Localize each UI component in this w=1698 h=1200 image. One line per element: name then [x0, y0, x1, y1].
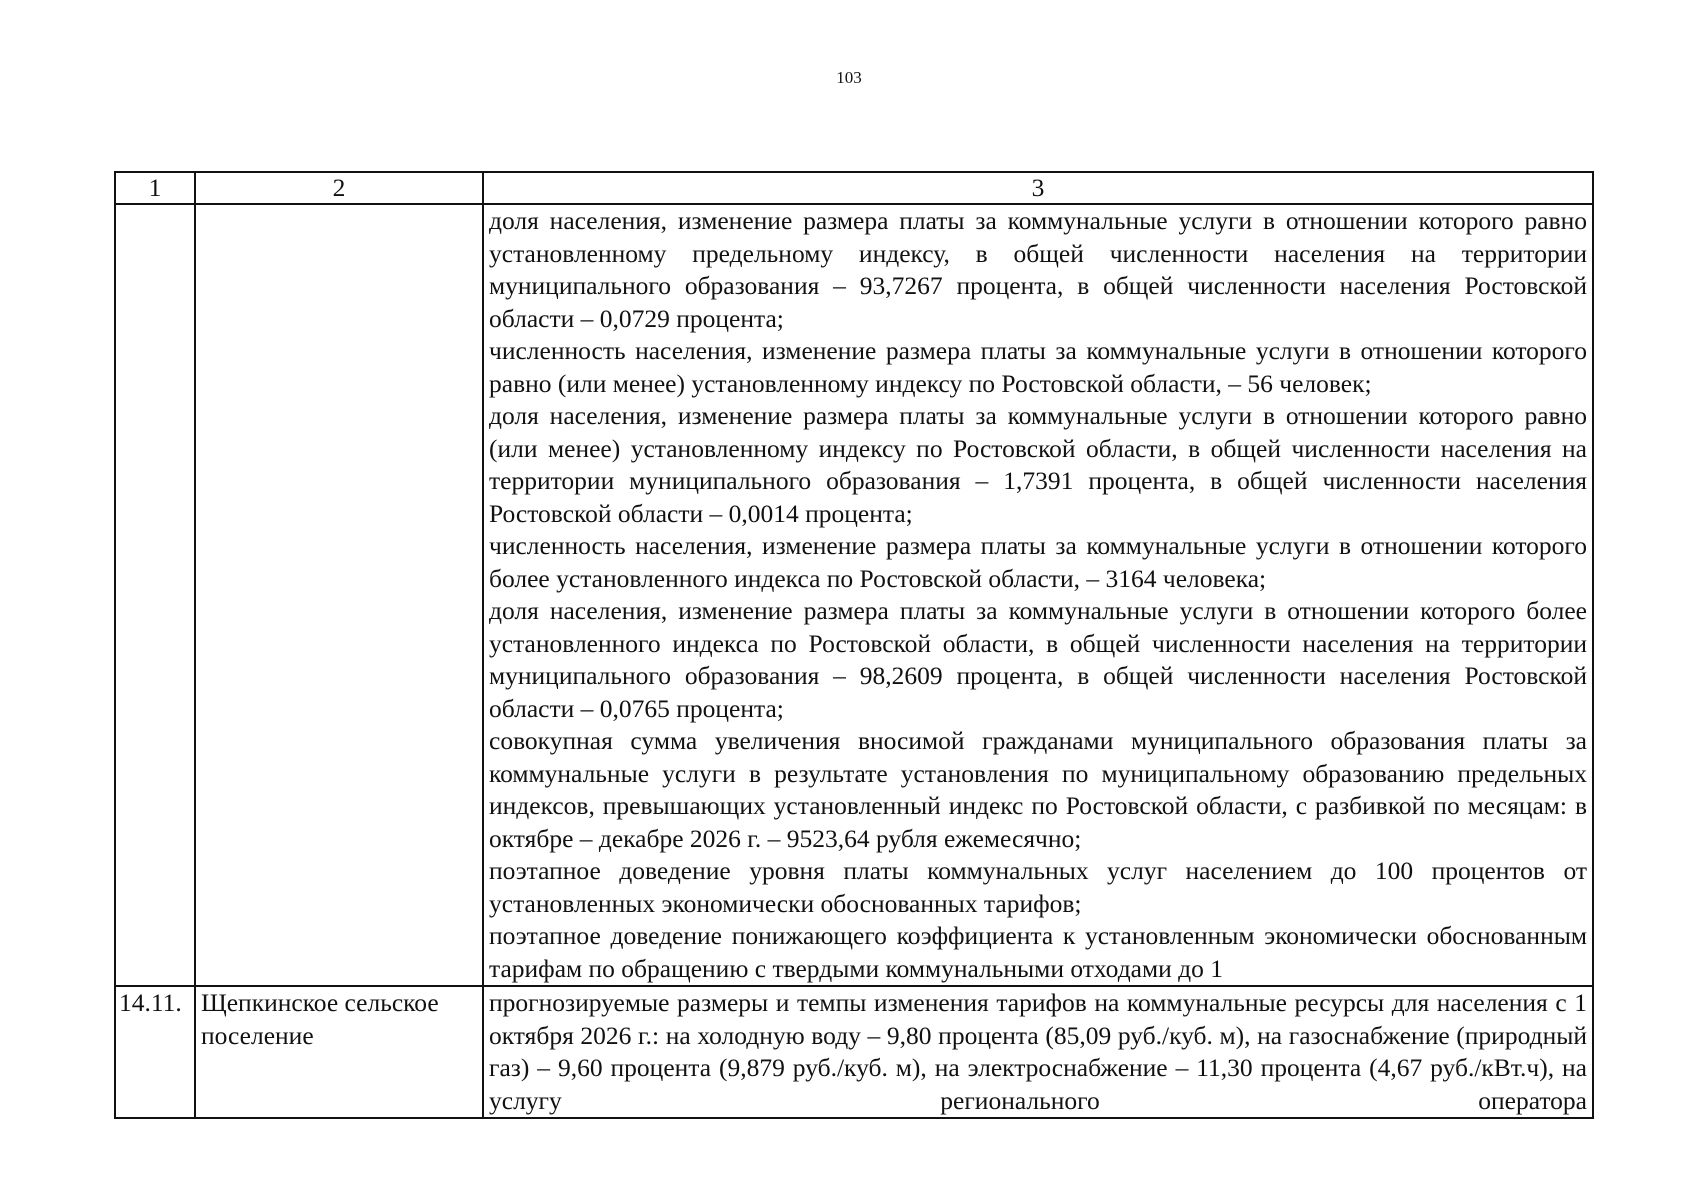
settlement-name-cell: Щепкинское сельское поселение: [195, 986, 483, 1118]
paragraph: доля населения, изменение размера платы за коммунальные услуги в отношении которого более установленного индекса по Ростовской области, в общей численности населения на территории муниципального образования – 98,2609 процента, в общей численности населения Ростовской области – 0,0765 процента;: [489, 596, 1587, 723]
table-row: [115, 204, 1593, 986]
paragraph: поэтапное доведение уровня платы коммунальных услуг населением до 100 процентов от установленных экономически обоснованных тарифов;: [489, 856, 1587, 918]
paragraph: численность населения, изменение размера платы за коммунальные услуги в отношении которого более установленного индекса по Ростовской области, – 3164 человека;: [489, 531, 1587, 593]
indicator-text-cell: [483, 986, 1593, 1118]
row-number-cell: 14.11.: [115, 986, 195, 1118]
paragraph: поэтапное доведение понижающего коэффициента к установленным экономически обоснованным тарифам по обращению с твердыми коммунальными отходами до 1: [489, 921, 1587, 983]
indicator-text-cell: [483, 204, 1593, 986]
settlement-name-cell: [195, 204, 483, 986]
table-row: [115, 986, 1593, 1118]
paragraph: доля населения, изменение размера платы за коммунальные услуги в отношении которого равно установленному предельному индексу, в общей численности населения на территории муниципального образования – 93,7267 процента, в общей численности населения Ростовской области – 0,0729 процента;: [489, 206, 1587, 333]
header-cell-3: 3: [483, 172, 1593, 204]
table-header: [115, 172, 1593, 204]
header-cell-1: 1: [115, 172, 195, 204]
paragraph: доля населения, изменение размера платы за коммунальные услуги в отношении которого равно (или менее) установленному индексу по Ростовской области, в общей численности населения на территории муниципального образования – 1,7391 процента, в общей численности населения Ростовской области – 0,0014 процента;: [489, 401, 1587, 528]
row-number-cell: [115, 204, 195, 986]
paragraph: прогнозируемые размеры и темпы изменения тарифов на коммунальные ресурсы для населения с 1 октября 2026 г.: на холодную воду – 9,80 процента (85,09 руб./куб. м), на газоснабжение (природный газ) – 9,60 процента (9,879 руб./куб. м), на электроснабжение – 11,30 процента (4,67 руб./кВт.ч), на услугу регионального оператора: [489, 988, 1587, 1115]
header-cell-2: 2: [195, 172, 483, 204]
page-number: 103: [836, 68, 862, 87]
document-table: [114, 171, 1594, 1119]
paragraph: численность населения, изменение размера платы за коммунальные услуги в отношении которого равно (или менее) установленному индексу по Ростовской области, – 56 человек;: [489, 336, 1587, 398]
paragraph: совокупная сумма увеличения вносимой гражданами муниципального образования платы за коммунальные услуги в результате установления по муниципальному образованию предельных индексов, превышающих установленный индекс по Ростовской области, с разбивкой по месяцам: в октябре – декабре 2026 г. – 9523,64 рубля ежемесячно;: [489, 726, 1587, 853]
table-body: [115, 204, 1593, 1118]
table-header-row: [115, 172, 1593, 204]
